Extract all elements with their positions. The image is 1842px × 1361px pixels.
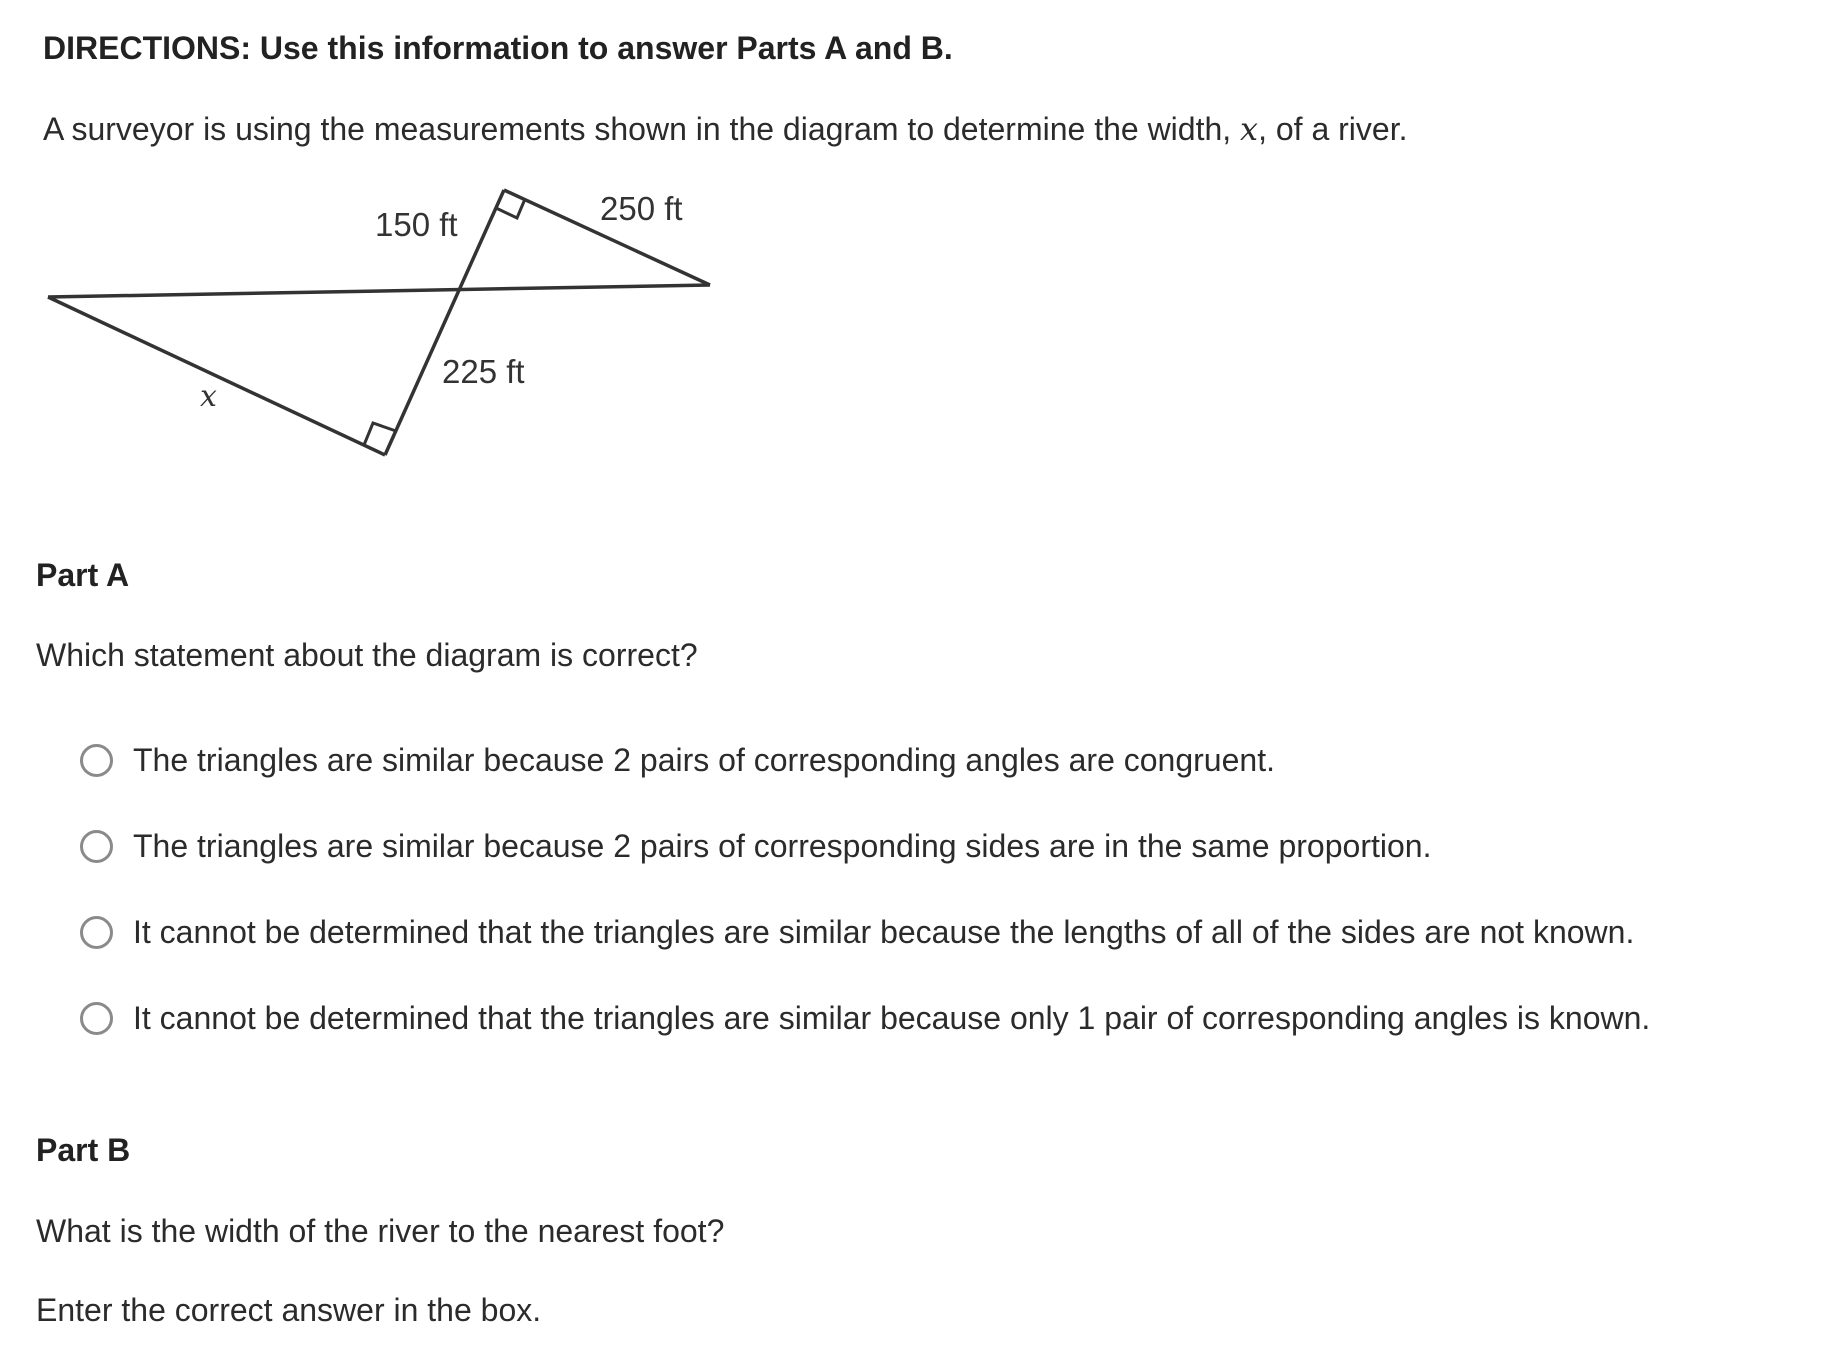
part-b-question: What is the width of the river to the nearest foot? [36,1213,725,1249]
label-225-ft: 225 ft [442,353,525,390]
radio-button[interactable] [80,744,113,777]
part-a-heading: Part A [36,557,130,593]
label-150-ft: 150 ft [375,206,458,243]
diagram-horizontal-line [48,285,710,297]
answer-option-label: The triangles are similar because 2 pairs of corresponding sides are in the same proportion. [133,827,1432,864]
directions-heading: DIRECTIONS: Use this information to answer Parts A and B. [43,30,953,66]
answer-option-label: The triangles are similar because 2 pairs of corresponding angles are congruent. [133,741,1275,778]
intro-text [43,110,1407,148]
part-a-question: Which statement about the diagram is correct? [36,637,698,673]
diagram-lower-hypotenuse [48,297,385,455]
intro-text-before: A surveyor is using the measurements shown in the diagram to determine the width, [43,111,1241,147]
radio-button[interactable] [80,1002,113,1035]
answer-option-3[interactable] [80,910,1634,954]
intro-text-after: , of a river. [1258,111,1408,147]
label-x: x [200,379,217,414]
part-b-heading: Part B [36,1132,131,1168]
answer-option-label: It cannot be determined that the triangles are similar because the lengths of all of the sides are not known. [133,913,1635,950]
radio-button[interactable] [80,830,113,863]
radio-button[interactable] [80,916,113,949]
part-b-instruction: Enter the correct answer in the box. [36,1292,542,1328]
answer-option-4[interactable] [80,996,1650,1040]
answer-option-2[interactable] [80,824,1431,868]
answer-option-label: It cannot be determined that the triangles are similar because only 1 pair of corresponding angles is known. [133,999,1651,1036]
label-250-ft: 250 ft [600,190,683,227]
answer-option-1[interactable] [80,738,1275,782]
river-diagram [30,170,730,470]
intro-variable: x [1240,110,1259,148]
